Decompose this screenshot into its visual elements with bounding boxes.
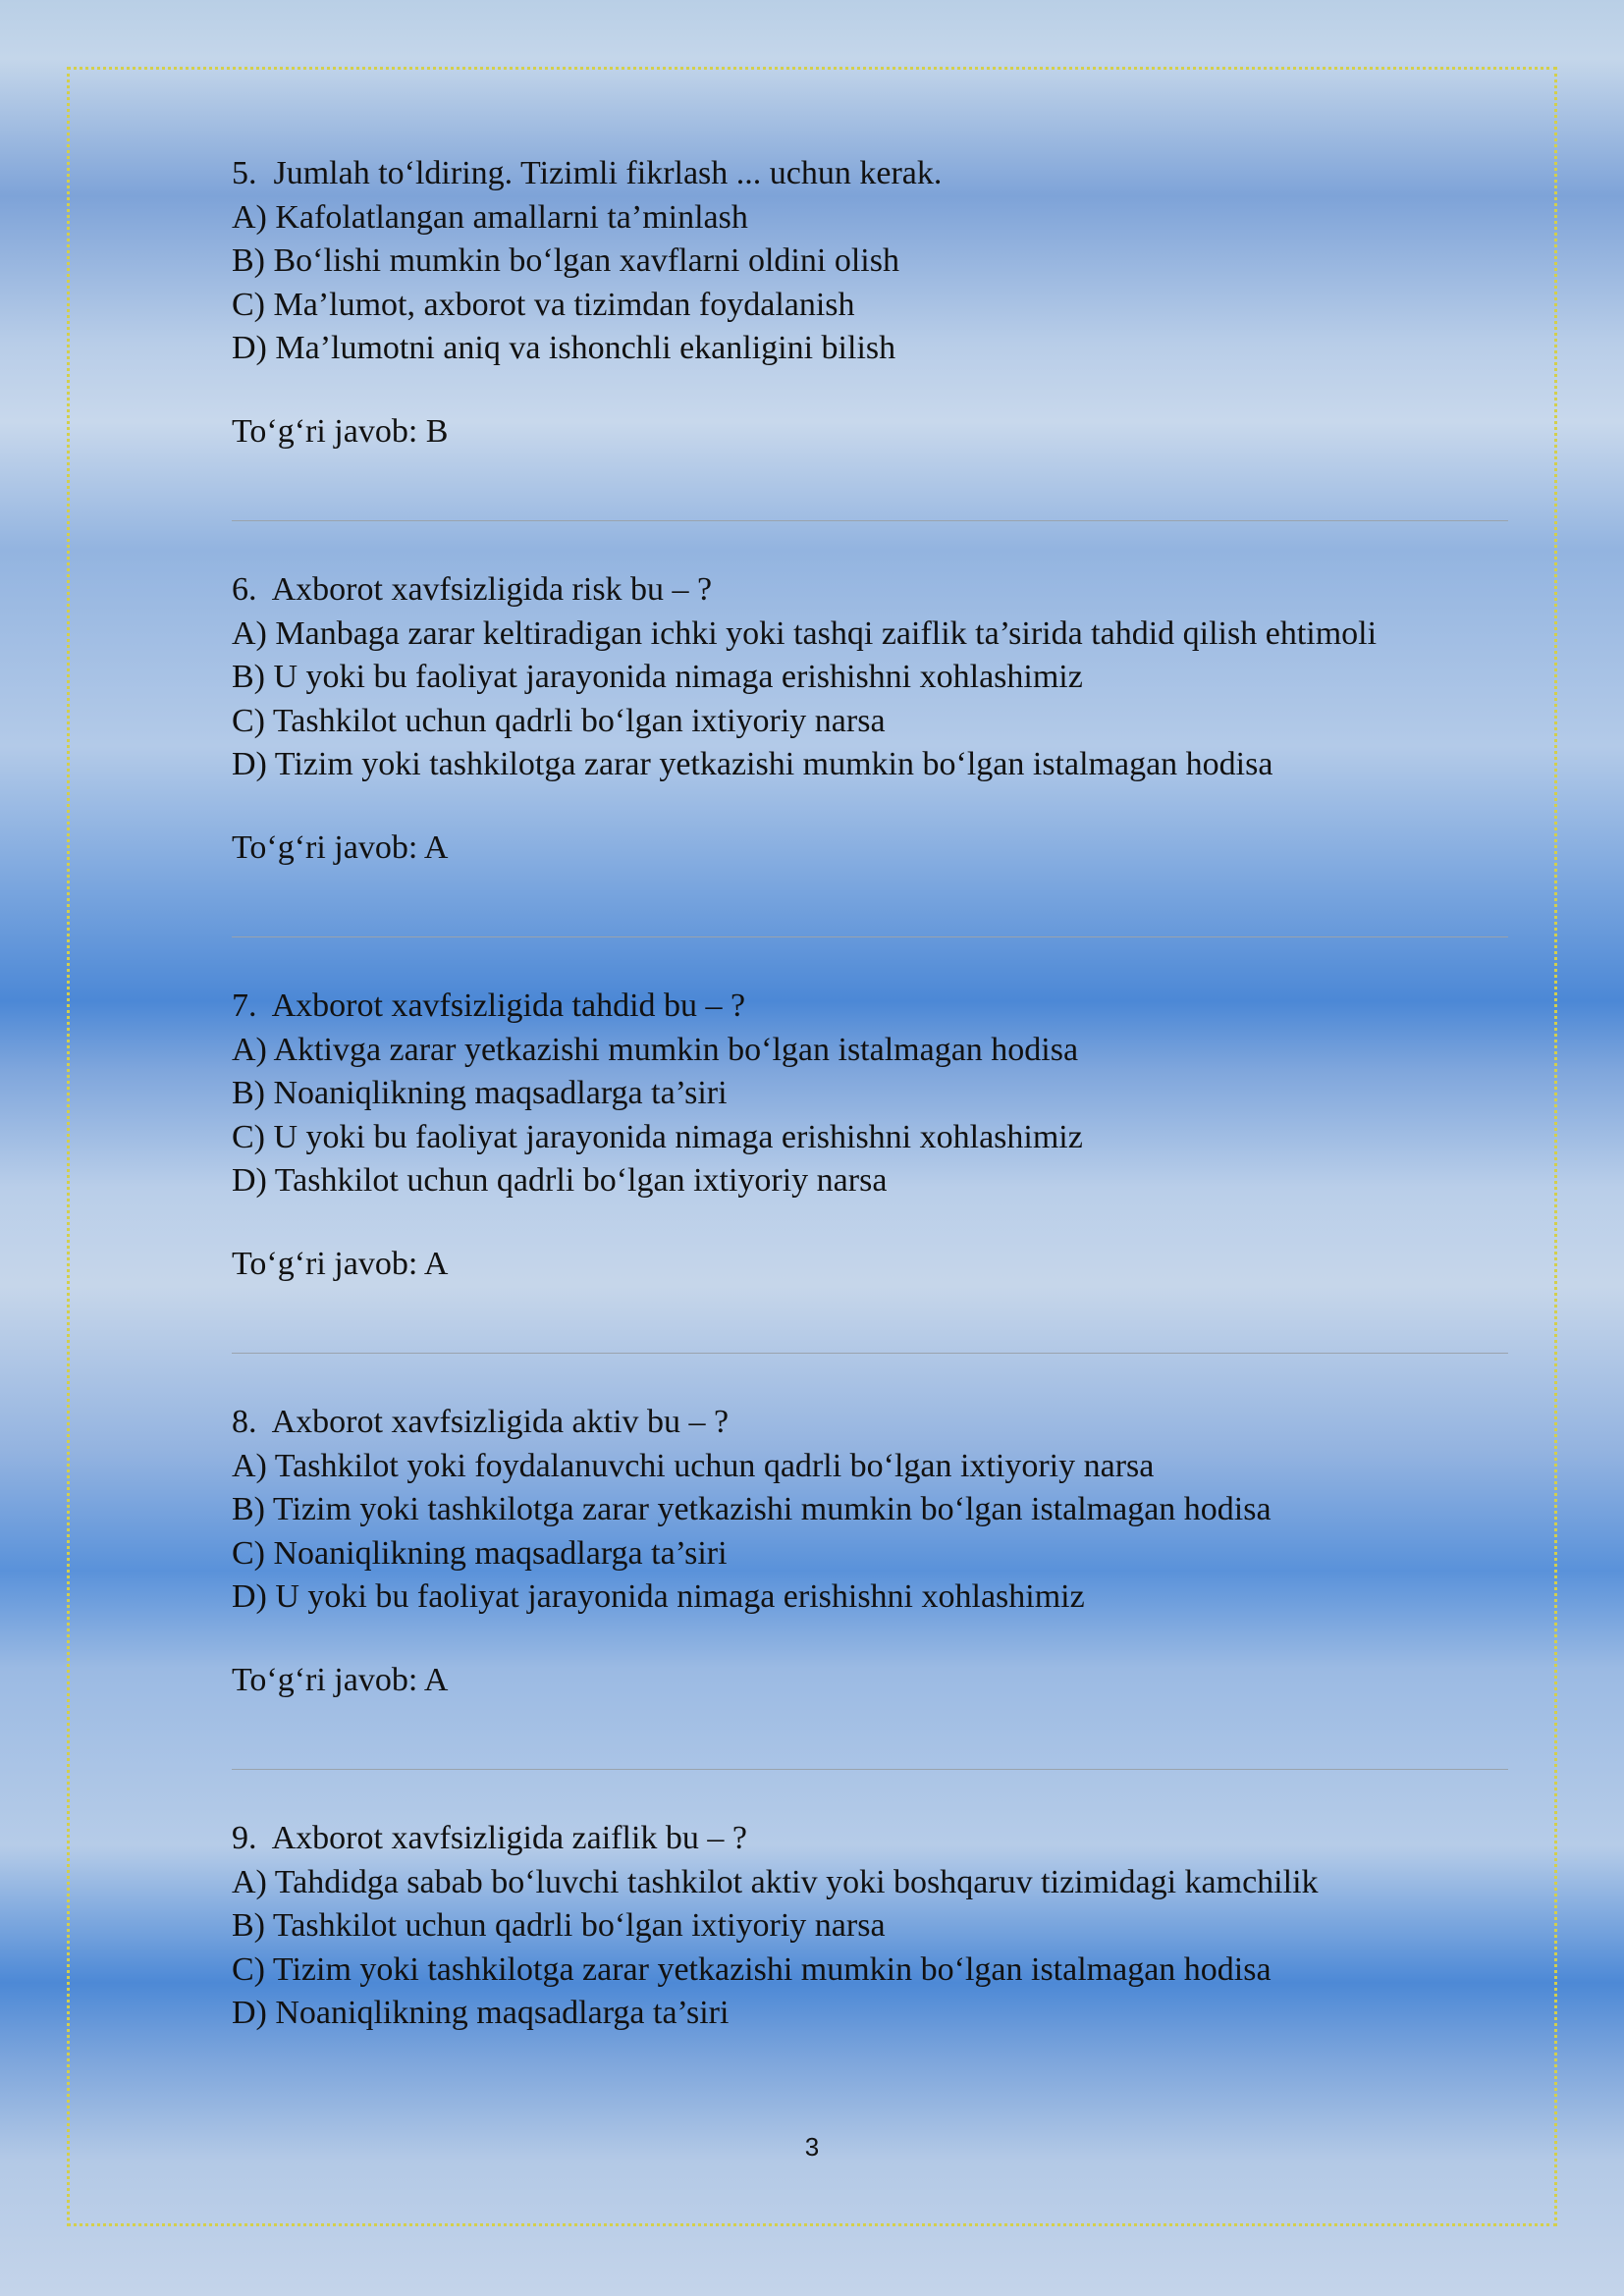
- option-c: C) Tizim yoki tashkilotga zarar yetkazishi mumkin bo‘lgan istalmagan hodisa: [232, 1950, 1272, 1988]
- question-number: 5.: [232, 155, 257, 191]
- question-title: [232, 152, 1508, 196]
- option-c: C) U yoki bu faoliyat jarayonida nimaga erishishni xohlashimiz: [232, 1118, 1083, 1155]
- question-title: [232, 1817, 1508, 1861]
- question-6: [232, 568, 1508, 870]
- question-number: 8.: [232, 1404, 257, 1440]
- question-title: [232, 568, 1508, 613]
- option-b: B) U yoki bu faoliyat jarayonida nimaga erishishni xohlashimiz: [232, 659, 1083, 695]
- option-a: A) Tashkilot yoki foydalanuvchi uchun qadrli bo‘lgan ixtiyoriy narsa: [232, 1447, 1155, 1484]
- option-a: A) Manbaga zarar keltiradigan ichki yoki tashqi zaiflik ta’sirida tahdid qilish ehtimoli: [232, 614, 1378, 652]
- question-5: [232, 152, 1508, 454]
- option-a: A) Tahdidga sabab bo‘luvchi tashkilot aktiv yoki boshqaruv tizimidagi kamchilik: [232, 1863, 1319, 1900]
- question-number: 9.: [232, 1820, 257, 1856]
- option-c: C) Noaniqlikning maqsadlarga ta’siri: [232, 1534, 728, 1572]
- correct-answer: To‘g‘ri javob: A: [232, 828, 449, 866]
- question-text: Axborot xavfsizligida tahdid bu – ?: [271, 988, 746, 1024]
- question-number: 7.: [232, 988, 257, 1024]
- option-d: D) Tizim yoki tashkilotga zarar yetkazishi mumkin bo‘lgan istalmagan hodisa: [232, 746, 1273, 782]
- option-b: B) Tizim yoki tashkilotga zarar yetkazishi mumkin bo‘lgan istalmagan hodisa: [232, 1491, 1272, 1527]
- question-text: Jumlah to‘ldiring. Tizimli fikrlash ... uchun kerak.: [273, 155, 943, 191]
- question-7: [232, 985, 1508, 1286]
- question-text: Axborot xavfsizligida aktiv bu – ?: [271, 1404, 730, 1440]
- question-title: [232, 985, 1508, 1029]
- page-number: 3: [804, 2132, 820, 2162]
- divider: [232, 936, 1508, 937]
- option-a: A) Aktivga zarar yetkazishi mumkin bo‘lgan istalmagan hodisa: [232, 1031, 1079, 1068]
- question-text: Axborot xavfsizligida risk bu – ?: [271, 571, 713, 608]
- option-d: D) Noaniqlikning maqsadlarga ta’siri: [232, 1995, 730, 2031]
- option-b: B) Noaniqlikning maqsadlarga ta’siri: [232, 1075, 728, 1111]
- divider: [232, 1769, 1508, 1770]
- option-b: B) Tashkilot uchun qadrli bo‘lgan ixtiyoriy narsa: [232, 1907, 886, 1944]
- correct-answer: To‘g‘ri javob: A: [232, 1245, 449, 1282]
- question-9: [232, 1817, 1508, 2036]
- divider: [232, 520, 1508, 521]
- option-c: C) Ma’lumot, axborot va tizimdan foydalanish: [232, 286, 855, 323]
- question-text: Axborot xavfsizligida zaiflik bu – ?: [271, 1820, 747, 1856]
- correct-answer: To‘g‘ri javob: A: [232, 1661, 449, 1698]
- question-title: [232, 1401, 1508, 1445]
- question-8: [232, 1401, 1508, 1702]
- document-content: [232, 152, 1508, 2036]
- option-b: B) Bo‘lishi mumkin bo‘lgan xavflarni oldini olish: [232, 242, 899, 279]
- option-d: D) Ma’lumotni aniq va ishonchli ekanligini bilish: [232, 330, 896, 366]
- option-d: D) Tashkilot uchun qadrli bo‘lgan ixtiyoriy narsa: [232, 1162, 888, 1199]
- option-c: C) Tashkilot uchun qadrli bo‘lgan ixtiyoriy narsa: [232, 702, 886, 739]
- option-a: A) Kafolatlangan amallarni ta’minlash: [232, 198, 748, 236]
- divider: [232, 1353, 1508, 1354]
- question-number: 6.: [232, 571, 257, 608]
- option-d: D) U yoki bu faoliyat jarayonida nimaga erishishni xohlashimiz: [232, 1578, 1085, 1615]
- correct-answer: To‘g‘ri javob: B: [232, 412, 449, 450]
